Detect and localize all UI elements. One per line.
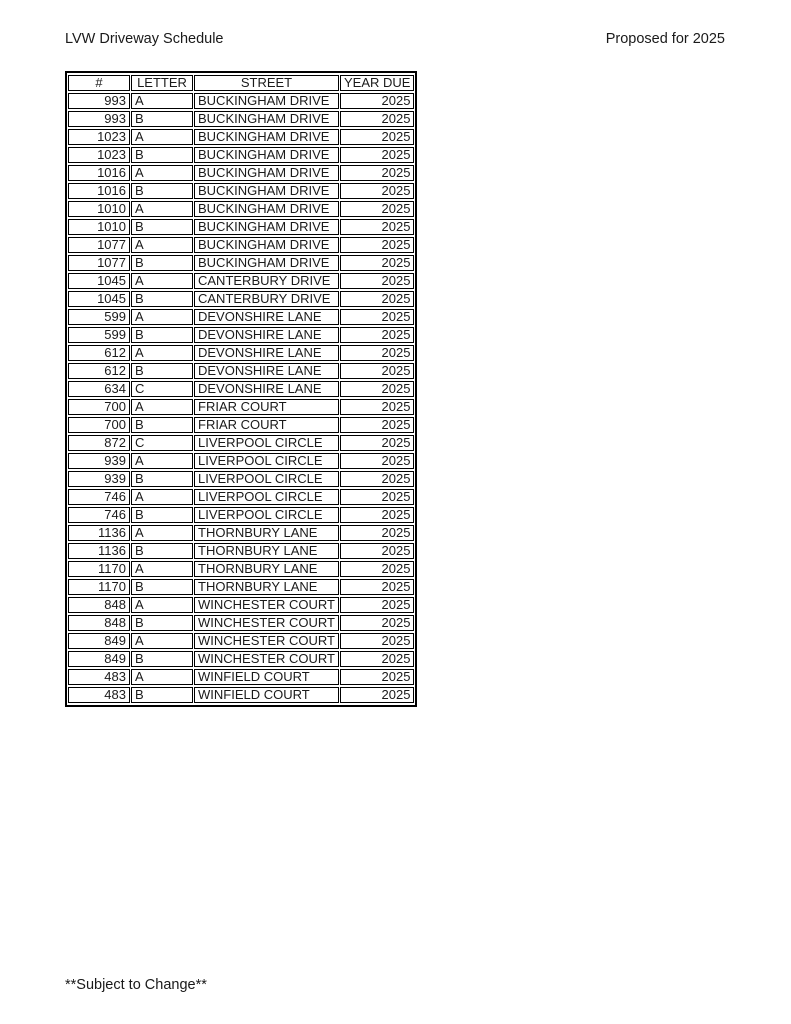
table-cell: BUCKINGHAM DRIVE <box>194 93 339 109</box>
table-row <box>68 543 414 559</box>
page-title: LVW Driveway Schedule <box>65 31 224 47</box>
table-row <box>68 345 414 361</box>
table-cell: 2025 <box>340 183 414 199</box>
table-cell: WINFIELD COURT <box>194 669 339 685</box>
table-cell: LIVERPOOL CIRCLE <box>194 471 339 487</box>
table-cell: 2025 <box>340 345 414 361</box>
table-cell: 612 <box>68 345 130 361</box>
table-cell: 849 <box>68 651 130 667</box>
table-cell: BUCKINGHAM DRIVE <box>194 201 339 217</box>
table-cell: A <box>131 237 193 253</box>
table-cell: 2025 <box>340 129 414 145</box>
table-row <box>68 471 414 487</box>
table-cell: 612 <box>68 363 130 379</box>
table-cell: 1077 <box>68 255 130 271</box>
table-cell: BUCKINGHAM DRIVE <box>194 255 339 271</box>
table-cell: A <box>131 525 193 541</box>
col-header-year: YEAR DUE <box>340 75 414 91</box>
table-row <box>68 201 414 217</box>
col-header-letter: LETTER <box>131 75 193 91</box>
table-cell: B <box>131 687 193 703</box>
table-cell: LIVERPOOL CIRCLE <box>194 507 339 523</box>
table-cell: 2025 <box>340 381 414 397</box>
table-cell: 848 <box>68 615 130 631</box>
table-row <box>68 651 414 667</box>
table-cell: A <box>131 399 193 415</box>
table-row <box>68 525 414 541</box>
table-cell: CANTERBURY DRIVE <box>194 273 339 289</box>
table-cell: WINCHESTER COURT <box>194 597 339 613</box>
table-cell: A <box>131 453 193 469</box>
driveway-schedule-table <box>65 71 417 707</box>
table-cell: 1023 <box>68 147 130 163</box>
table-cell: B <box>131 183 193 199</box>
table-header-row <box>68 75 414 91</box>
table-cell: 2025 <box>340 633 414 649</box>
table-row <box>68 237 414 253</box>
table-cell: 872 <box>68 435 130 451</box>
table-cell: DEVONSHIRE LANE <box>194 309 339 325</box>
table-row <box>68 147 414 163</box>
table-cell: 1023 <box>68 129 130 145</box>
table-row <box>68 507 414 523</box>
table-cell: 1136 <box>68 543 130 559</box>
table-cell: A <box>131 597 193 613</box>
table-row <box>68 129 414 145</box>
table-cell: B <box>131 327 193 343</box>
table-cell: THORNBURY LANE <box>194 579 339 595</box>
table-cell: 2025 <box>340 525 414 541</box>
table-cell: FRIAR COURT <box>194 417 339 433</box>
table-cell: LIVERPOOL CIRCLE <box>194 453 339 469</box>
table-cell: DEVONSHIRE LANE <box>194 363 339 379</box>
table-cell: 1077 <box>68 237 130 253</box>
table-row <box>68 111 414 127</box>
table-cell: 1170 <box>68 579 130 595</box>
table-cell: 2025 <box>340 489 414 505</box>
table-cell: B <box>131 219 193 235</box>
table-cell: BUCKINGHAM DRIVE <box>194 219 339 235</box>
table-cell: 2025 <box>340 327 414 343</box>
table-cell: 2025 <box>340 651 414 667</box>
table-cell: 483 <box>68 687 130 703</box>
table-cell: 1016 <box>68 183 130 199</box>
table-cell: WINFIELD COURT <box>194 687 339 703</box>
table-cell: B <box>131 651 193 667</box>
table-cell: 993 <box>68 111 130 127</box>
table-cell: 2025 <box>340 201 414 217</box>
table-cell: 939 <box>68 453 130 469</box>
table-cell: A <box>131 561 193 577</box>
table-cell: 2025 <box>340 417 414 433</box>
table-cell: 849 <box>68 633 130 649</box>
table-row <box>68 417 414 433</box>
table-cell: A <box>131 201 193 217</box>
table-cell: BUCKINGHAM DRIVE <box>194 147 339 163</box>
table-cell: 2025 <box>340 435 414 451</box>
table-cell: 2025 <box>340 255 414 271</box>
table-cell: 2025 <box>340 111 414 127</box>
table-cell: 2025 <box>340 291 414 307</box>
col-header-street: STREET <box>194 75 339 91</box>
table-cell: THORNBURY LANE <box>194 543 339 559</box>
table-cell: 2025 <box>340 579 414 595</box>
table-cell: 2025 <box>340 543 414 559</box>
table-cell: 599 <box>68 327 130 343</box>
table-cell: 2025 <box>340 471 414 487</box>
table-row <box>68 255 414 271</box>
table-cell: 2025 <box>340 165 414 181</box>
table-cell: B <box>131 111 193 127</box>
table-cell: DEVONSHIRE LANE <box>194 345 339 361</box>
table-cell: 2025 <box>340 399 414 415</box>
table-row <box>68 309 414 325</box>
table-cell: A <box>131 309 193 325</box>
table-cell: 1045 <box>68 291 130 307</box>
table-row <box>68 489 414 505</box>
table-cell: 2025 <box>340 93 414 109</box>
table-cell: CANTERBURY DRIVE <box>194 291 339 307</box>
table-cell: BUCKINGHAM DRIVE <box>194 237 339 253</box>
table-cell: C <box>131 435 193 451</box>
table-cell: DEVONSHIRE LANE <box>194 327 339 343</box>
table-row <box>68 381 414 397</box>
table-cell: 1045 <box>68 273 130 289</box>
table-cell: 700 <box>68 399 130 415</box>
table-row <box>68 165 414 181</box>
table-cell: B <box>131 579 193 595</box>
table-row <box>68 183 414 199</box>
table-cell: 2025 <box>340 561 414 577</box>
table-cell: 634 <box>68 381 130 397</box>
table-row <box>68 363 414 379</box>
driveway-schedule-table-wrap <box>65 71 417 707</box>
table-row <box>68 579 414 595</box>
table-cell: B <box>131 363 193 379</box>
table-body <box>68 93 414 703</box>
col-header-num: # <box>68 75 130 91</box>
table-cell: A <box>131 633 193 649</box>
table-cell: 746 <box>68 489 130 505</box>
table-row <box>68 327 414 343</box>
table-cell: 746 <box>68 507 130 523</box>
table-cell: 2025 <box>340 309 414 325</box>
table-cell: 1010 <box>68 219 130 235</box>
table-cell: WINCHESTER COURT <box>194 633 339 649</box>
table-cell: B <box>131 147 193 163</box>
table-cell: 2025 <box>340 237 414 253</box>
table-cell: B <box>131 543 193 559</box>
table-cell: LIVERPOOL CIRCLE <box>194 435 339 451</box>
table-header <box>68 75 414 91</box>
table-cell: WINCHESTER COURT <box>194 651 339 667</box>
proposed-for-label: Proposed for 2025 <box>605 31 725 47</box>
table-cell: 599 <box>68 309 130 325</box>
table-cell: THORNBURY LANE <box>194 525 339 541</box>
table-cell: A <box>131 273 193 289</box>
table-row <box>68 633 414 649</box>
table-cell: A <box>131 669 193 685</box>
table-cell: BUCKINGHAM DRIVE <box>194 183 339 199</box>
table-row <box>68 399 414 415</box>
table-cell: FRIAR COURT <box>194 399 339 415</box>
table-cell: 939 <box>68 471 130 487</box>
table-row <box>68 687 414 703</box>
table-cell: 2025 <box>340 273 414 289</box>
table-cell: 2025 <box>340 687 414 703</box>
subject-to-change-note: **Subject to Change** <box>65 977 207 993</box>
table-cell: A <box>131 489 193 505</box>
table-cell: B <box>131 507 193 523</box>
table-cell: B <box>131 471 193 487</box>
table-cell: BUCKINGHAM DRIVE <box>194 111 339 127</box>
table-row <box>68 669 414 685</box>
table-cell: 2025 <box>340 363 414 379</box>
table-cell: WINCHESTER COURT <box>194 615 339 631</box>
table-cell: 2025 <box>340 507 414 523</box>
table-cell: 1010 <box>68 201 130 217</box>
table-cell: A <box>131 93 193 109</box>
table-cell: DEVONSHIRE LANE <box>194 381 339 397</box>
table-cell: 2025 <box>340 219 414 235</box>
table-cell: B <box>131 417 193 433</box>
table-row <box>68 273 414 289</box>
table-row <box>68 435 414 451</box>
table-row <box>68 453 414 469</box>
table-cell: 700 <box>68 417 130 433</box>
table-cell: A <box>131 165 193 181</box>
table-cell: B <box>131 291 193 307</box>
table-cell: 2025 <box>340 669 414 685</box>
table-row <box>68 291 414 307</box>
table-cell: 993 <box>68 93 130 109</box>
table-cell: B <box>131 255 193 271</box>
table-cell: 1016 <box>68 165 130 181</box>
table-cell: C <box>131 381 193 397</box>
table-row <box>68 597 414 613</box>
table-cell: 2025 <box>340 453 414 469</box>
table-cell: THORNBURY LANE <box>194 561 339 577</box>
table-row <box>68 615 414 631</box>
table-cell: LIVERPOOL CIRCLE <box>194 489 339 505</box>
table-cell: BUCKINGHAM DRIVE <box>194 129 339 145</box>
table-cell: A <box>131 345 193 361</box>
table-cell: 1136 <box>68 525 130 541</box>
table-cell: 848 <box>68 597 130 613</box>
table-row <box>68 561 414 577</box>
table-cell: 2025 <box>340 615 414 631</box>
table-cell: 483 <box>68 669 130 685</box>
table-cell: 2025 <box>340 147 414 163</box>
table-row <box>68 93 414 109</box>
table-cell: B <box>131 615 193 631</box>
table-cell: BUCKINGHAM DRIVE <box>194 165 339 181</box>
table-cell: 1170 <box>68 561 130 577</box>
table-row <box>68 219 414 235</box>
table-cell: 2025 <box>340 597 414 613</box>
table-cell: A <box>131 129 193 145</box>
